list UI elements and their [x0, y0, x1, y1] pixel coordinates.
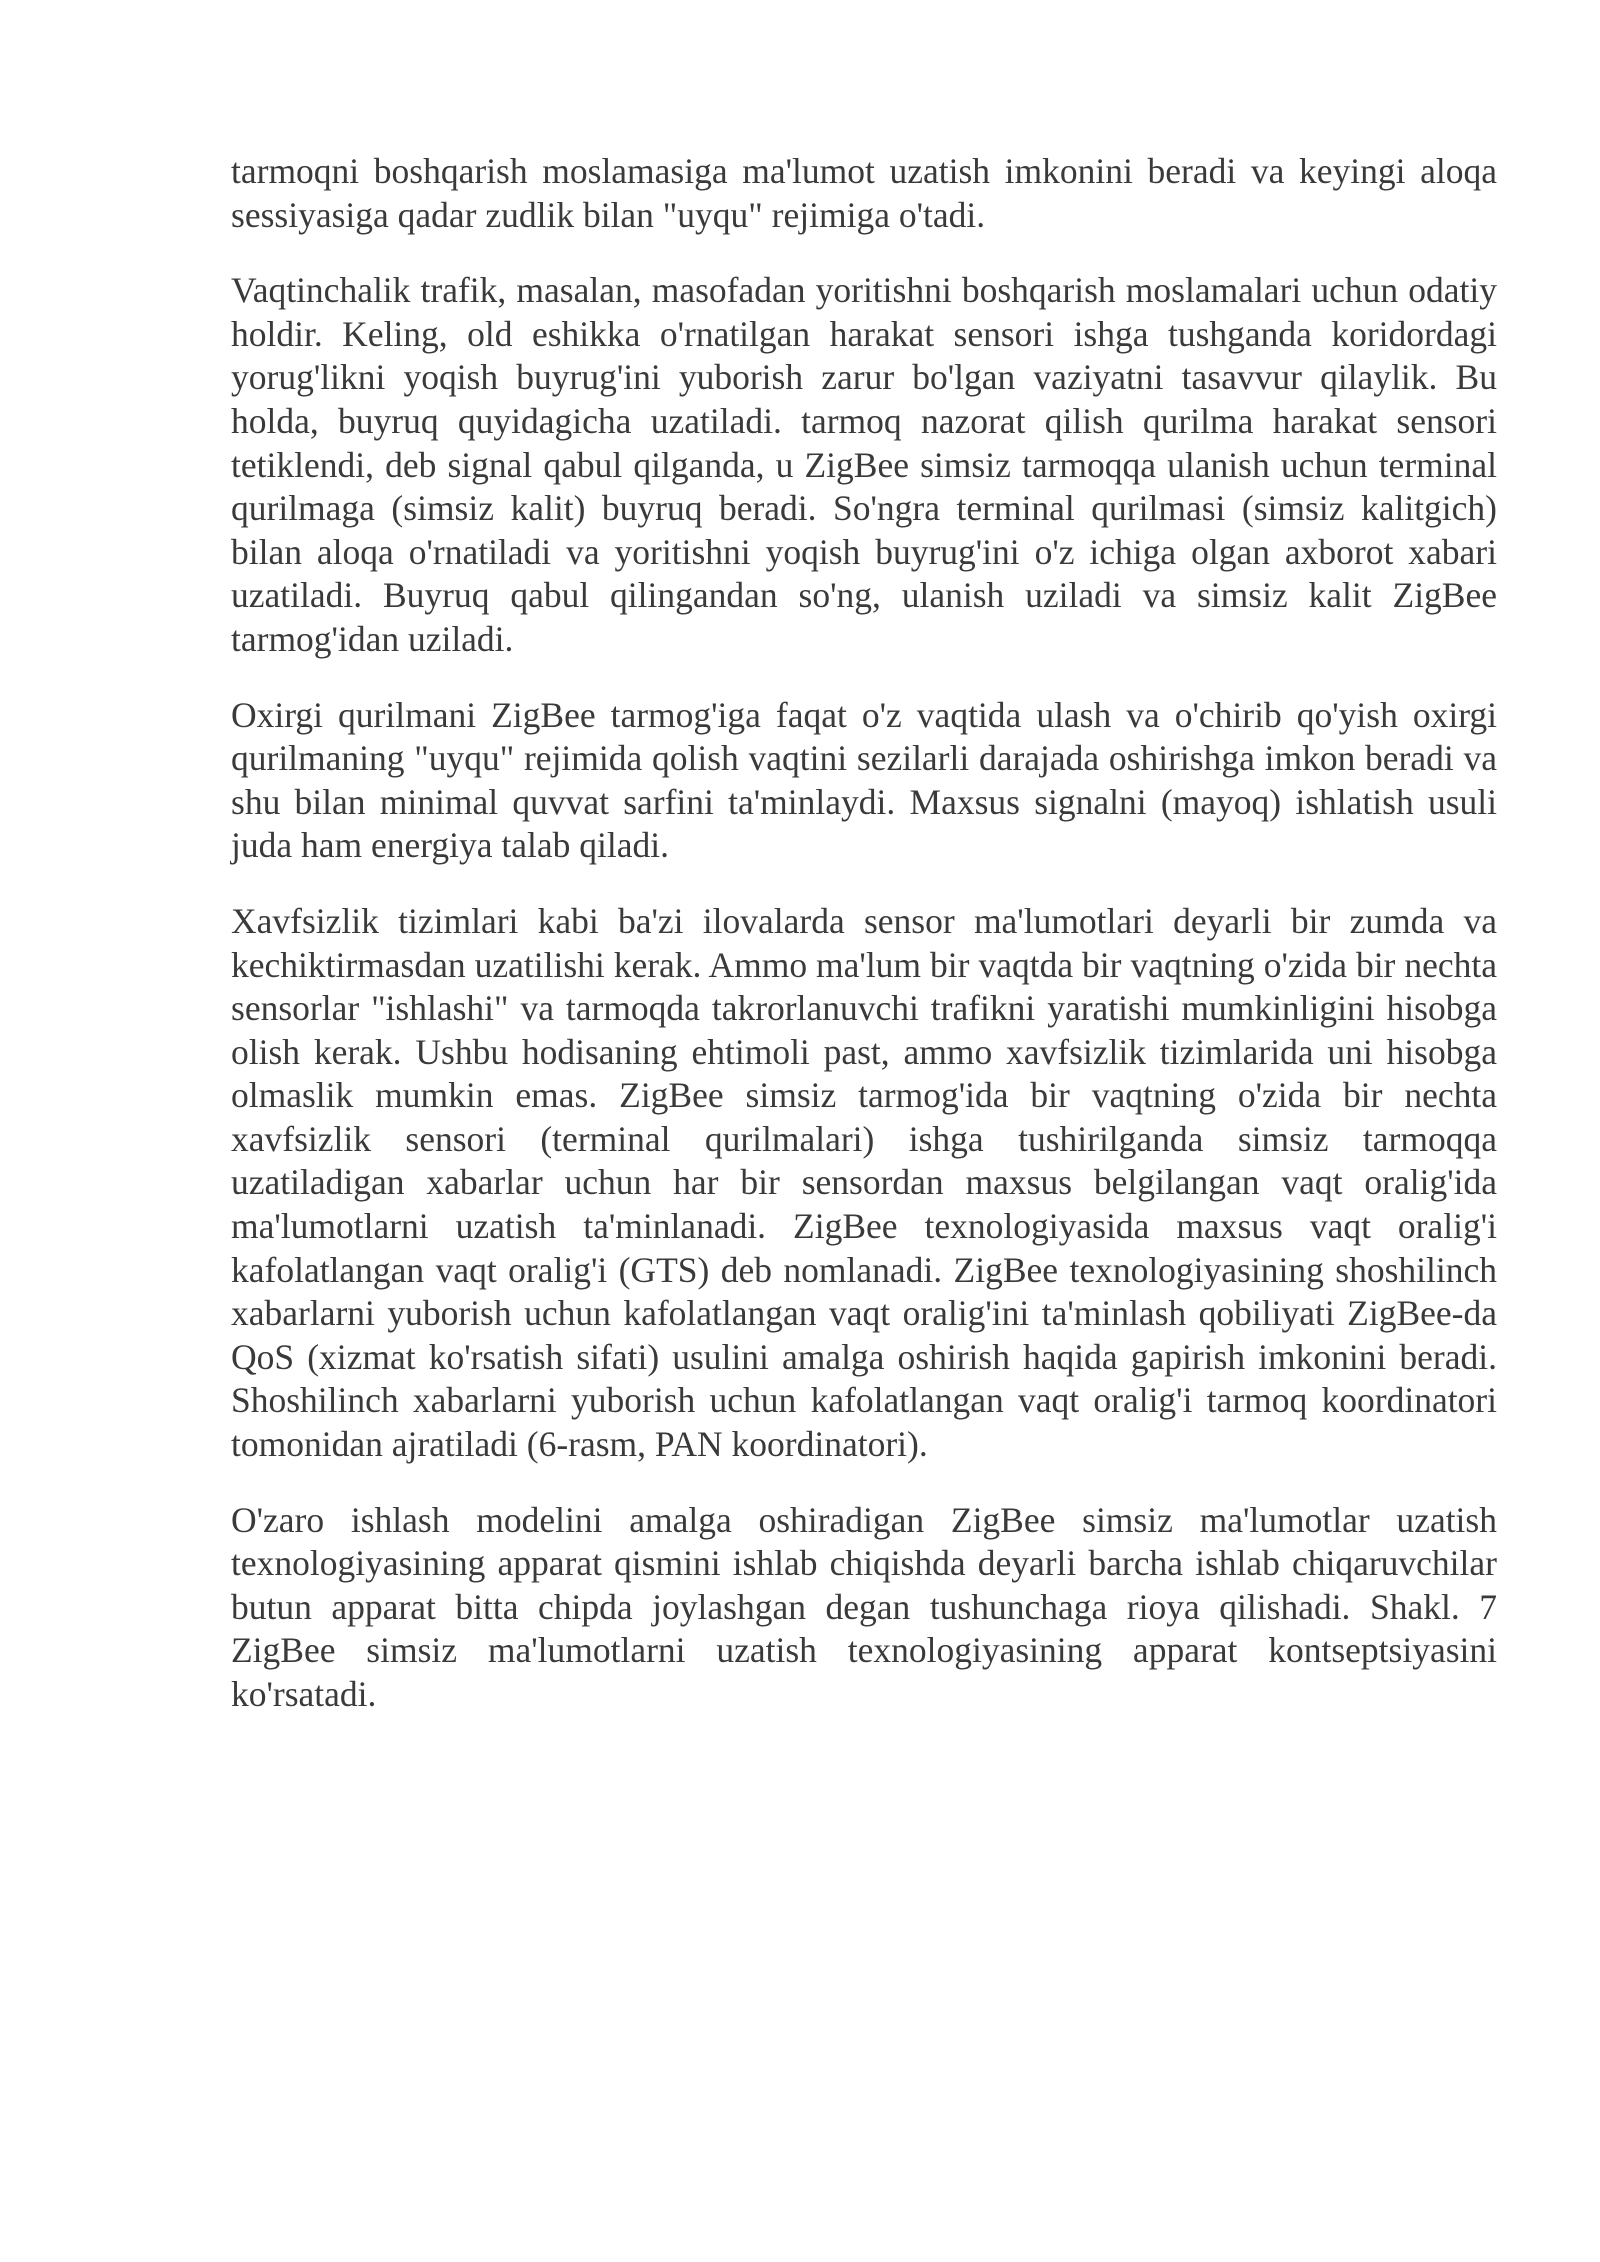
- document-body: [231, 150, 1497, 1749]
- paragraph-5: O'zaro ishlash modelini amalga oshiradigan ZigBee simsiz ma'lumotlar uzatish texnologiyasining apparat qismini ishlab chiqishda deyarli barcha ishlab chiqaruvchilar butun apparat bitta chipda joylashgan degan tushunchaga rioya qilishadi. Shakl. 7 ZigBee simsiz ma'lumotlarni uzatish texnologiyasining apparat kontseptsiyasini ko'rsatadi.: [231, 1499, 1497, 1714]
- paragraph-2: Vaqtinchalik trafik, masalan, masofadan yoritishni boshqarish moslamalari uchun odatiy holdir. Keling, old eshikka o'rnatilgan harakat sensori ishga tushganda koridordagi yorug'likni yoqish buyrug'ini yuborish zarur bo'lgan vaziyatni tasavvur qilaylik. Bu holda, buyruq quyidagicha uzatiladi. tarmoq nazorat qilish qurilma harakat sensori tetiklendi, deb signal qabul qilganda, u ZigBee simsiz tarmoqqa ulanish uchun terminal qurilmaga (simsiz kalit) buyruq beradi. So'ngra terminal qurilmasi (simsiz kalitgich) bilan aloqa o'rnatiladi va yoritishni yoqish buyrug'ini o'z ichiga olgan axborot xabari uzatiladi. Buyruq qabul qilingandan so'ng, ulanish uziladi va simsiz kalit ZigBee tarmog'idan uziladi.: [231, 270, 1497, 659]
- paragraph-1: tarmoqni boshqarish moslamasiga ma'lumot uzatish imkonini beradi va keyingi aloqa sessiyasiga qadar zudlik bilan "uyqu" rejimiga o'tadi.: [231, 151, 1497, 235]
- paragraph-3: Oxirgi qurilmani ZigBee tarmog'iga faqat o'z vaqtida ulash va o'chirib qo'yish oxirgi qurilmaning "uyqu" rejimida qolish vaqtini sezilarli darajada oshirishga imkon beradi va shu bilan minimal quvvat sarfini ta'minlaydi. Maxsus signalni (mayoq) ishlatish usuli juda ham energiya talab qiladi.: [231, 694, 1497, 866]
- paragraph-4: Xavfsizlik tizimlari kabi ba'zi ilovalarda sensor ma'lumotlari deyarli bir zumda va kechiktirmasdan uzatilishi kerak. Ammo ma'lum bir vaqtda bir vaqtning o'zida bir nechta sensorlar "ishlashi" va tarmoqda takrorlanuvchi trafikni yaratishi mumkinligini hisobga olish kerak. Ushbu hodisaning ehtimoli past, ammo xavfsizlik tizimlarida uni hisobga olmaslik mumkin emas. ZigBee simsiz tarmog'ida bir vaqtning o'zida bir nechta xavfsizlik sensori (terminal qurilmalari) ishga tushirilganda simsiz tarmoqqa uzatiladigan xabarlar uchun har bir sensordan maxsus belgilangan vaqt oralig'ida ma'lumotlarni uzatish ta'minlanadi. ZigBee texnologiyasida maxsus vaqt oralig'i kafolatlangan vaqt oralig'i (GTS) deb nomlanadi. ZigBee texnologiyasining shoshilinch xabarlarni yuborish uchun kafolatlangan vaqt oralig'ini ta'minlash qobiliyati ZigBee-da QoS (xizmat ko'rsatish sifati) usulini amalga oshirish haqida gapirish imkonini beradi. Shoshilinch xabarlarni yuborish uchun kafolatlangan vaqt oralig'i tarmoq koordinatori tomonidan ajratiladi (6-rasm, PAN koordinatori).: [231, 900, 1497, 1465]
